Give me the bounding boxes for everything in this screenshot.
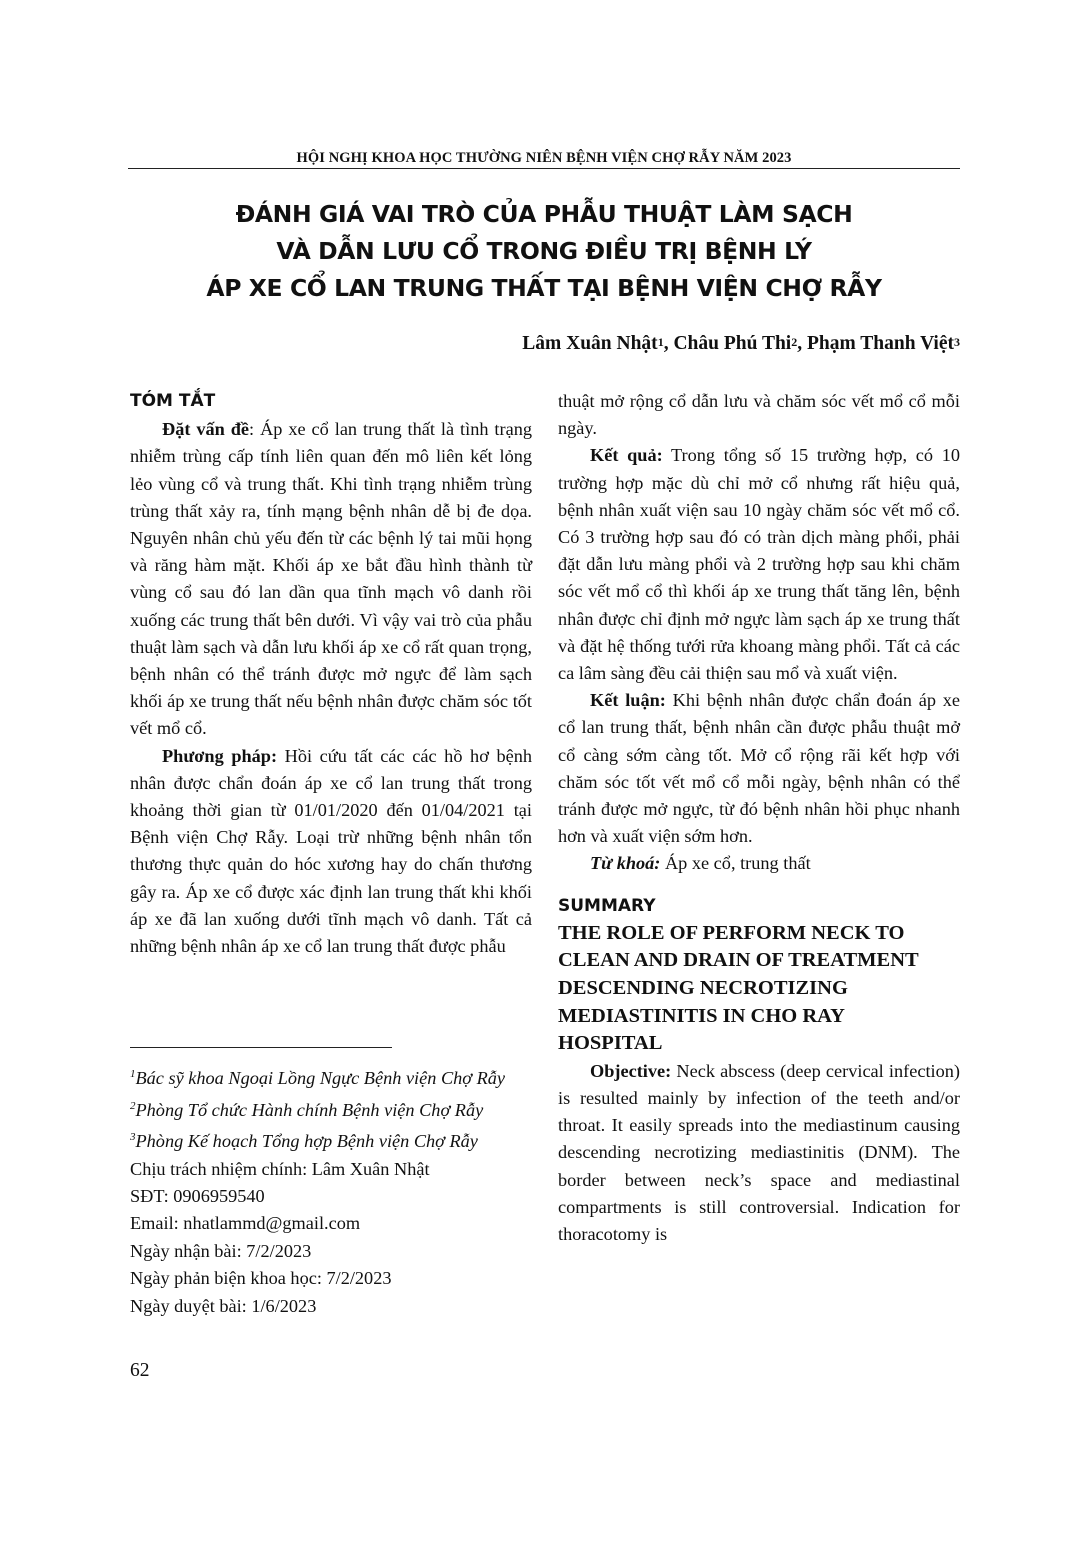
author-list: Lâm Xuân Nhật$^1$, Châu Phú Thi$^2$, Phạm Thanh Việt$^3$ <box>522 333 960 354</box>
label-keywords: Từ khoá: <box>590 853 661 874</box>
left-column <box>130 388 532 960</box>
text-results: Trong tổng số 15 trường hợp, có 10 trường hợp mặc dù chỉ mở cổ nhưng rất hiệu quả, bệnh nhân xuất viện sau 10 ngày chăm sóc vết mổ cổ. Có 3 trường hợp sau đó có tràn dịch màng phổi, phải đặt dẫn lưu màng phổi và 2 trường hợp sau khi chăm sóc vết mổ cổ thì khối áp xe trung thất tăng lên, bệnh nhân được chỉ định mở ngực làm sạch áp xe trung thất và đặt hệ thống tưới rửa khoang màng phổi. Tất cả các ca lâm sàng đều cải thiện sau mổ và xuất viện. <box>558 445 960 684</box>
title-line: VÀ DẪN LƯU CỔ TRONG ĐIỀU TRỊ BỆNH LÝ <box>276 237 812 265</box>
summary-title-line: DESCENDING NECROTIZING <box>558 977 848 1000</box>
footnote-mark: 1 <box>130 1068 136 1080</box>
footnote-mark: 3 <box>130 1131 136 1143</box>
section-heading-tom-tat: TÓM TẮT <box>130 391 216 411</box>
label-results: Kết quả: <box>590 445 663 466</box>
summary-title-line: HOSPITAL <box>558 1032 663 1055</box>
date-approved: Ngày duyệt bài: 1/6/2023 <box>130 1295 317 1316</box>
article-title <box>128 196 960 307</box>
author-affiliation-mark: 2 <box>791 335 798 349</box>
author-name: Phạm Thanh Việt <box>806 333 954 354</box>
title-line: ÁP XE CỔ LAN TRUNG THẤT TẠI BỆNH VIỆN CHỢ RẪY <box>206 274 882 302</box>
running-header: HỘI NGHỊ KHOA HỌC THƯỜNG NIÊN BỆNH VIỆN CHỢ RẪY NĂM 2023 <box>296 150 792 166</box>
footnotes <box>130 1061 532 1320</box>
abstract-background <box>130 416 532 742</box>
footnote-text: Phòng Tổ chức Hành chính Bệnh viện Chợ Rẫy <box>135 1099 484 1120</box>
author-name: Lâm Xuân Nhật <box>522 333 658 354</box>
section-heading-summary: SUMMARY <box>558 895 656 916</box>
author-name: Châu Phú Thi <box>673 333 792 354</box>
page-number: 62 <box>130 1360 150 1381</box>
title-line: ĐÁNH GIÁ VAI TRÒ CỦA PHẪU THUẬT LÀM SẠCH <box>235 200 853 228</box>
abstract-conclusion <box>558 687 960 850</box>
header-rule <box>128 168 960 169</box>
summary-title-line: THE ROLE OF PERFORM NECK TO <box>558 921 905 944</box>
text-keywords: Áp xe cổ, trung thất <box>660 853 811 874</box>
text-methods: Hồi cứu tất các các hồ hơ bệnh nhân được chẩn đoán áp xe cổ lan trung thất trong khoảng thời gian từ 01/01/2020 đến 01/04/2021 tại Bệnh viện Chợ Rẫy. Loại trừ những bệnh nhân tổn thương thực quản do hóc xương hay do chấn thương gây ra. Áp xe cổ được xác định lan trung thất khi khối áp xe đã lan xuống dưới tĩnh mạch vô danh. Tất cả những bệnh nhân áp xe cổ lan trung thất được phẫu <box>130 745 532 957</box>
text-objective: Neck abscess (deep cervical infection) is resulted mainly by infection of the teeth and/or throat. It easily spreads into the mediastinum causing descending necrotizing mediastinitis (DNM). The border between neck’s space and mediastinal compartments is still controversial. Indication for thoracotomy is <box>558 1060 960 1245</box>
summary-title-line: MEDIASTINITIS IN CHO RAY <box>558 1004 845 1027</box>
responsible-author: Chịu trách nhiệm chính: Lâm Xuân Nhật <box>130 1158 430 1179</box>
label-objective: Objective: <box>590 1060 672 1081</box>
author-affiliation-mark: 3 <box>954 335 960 349</box>
keywords <box>558 850 960 877</box>
date-reviewed: Ngày phản biện khoa học: 7/2/2023 <box>130 1268 392 1289</box>
footnote-affiliation-2 <box>130 1093 532 1125</box>
summary-objective <box>558 1058 960 1248</box>
abstract-methods-continued: thuật mở rộng cổ dẫn lưu và chăm sóc vết mổ cổ mỗi ngày. <box>558 391 960 439</box>
text-background: : Áp xe cổ lan trung thất là tình trạng nhiễm trùng cấp tính liên quan đến mô liên kết lỏng lẻo vùng cổ và trung thất. Khi tình trạng nhiễm trùng trùng thất xảy ra, tính mạng bệnh nhân dễ bị đe dọa. Nguyên nhân chủ yếu đến từ các bệnh lý tai mũi họng và răng hàm mặt. Khối áp xe bắt đầu hình thành từ vùng cổ sau đó lan dần qua tĩnh mạch vô danh rồi xuống các trung thất bên dưới. Vì vậy vai trò của phẫu thuật làm sạch và dẫn lưu khối áp xe cổ rất quan trọng, bệnh nhân có thể tránh được mở ngực để làm sạch khối áp xe trung thất nếu bệnh nhân được chăm sóc tốt vết mổ cổ. <box>130 419 532 739</box>
label-conclusion: Kết luận: <box>590 690 666 711</box>
summary-title <box>558 920 960 1058</box>
summary-title-line: CLEAN AND DRAIN OF TREATMENT <box>558 949 919 972</box>
label-methods: Phương pháp: <box>162 745 278 766</box>
abstract-methods <box>130 743 532 961</box>
author-affiliation-mark: 1 <box>657 335 664 349</box>
footnote-affiliation-1 <box>130 1061 532 1093</box>
label-background: Đặt vấn đề <box>162 419 250 440</box>
footnote-mark: 2 <box>130 1099 136 1112</box>
phone-number: SĐT: 0906959540 <box>130 1185 265 1206</box>
footnote-text: Phòng Kế hoạch Tổng hợp Bệnh viện Chợ Rẫy <box>135 1131 478 1152</box>
date-received: Ngày nhận bài: 7/2/2023 <box>130 1240 312 1261</box>
footnote-rule <box>130 1047 392 1048</box>
abstract-results <box>558 442 960 687</box>
footnote-text: Bác sỹ khoa Ngoại Lồng Ngực Bệnh viện Chợ Rẫy <box>135 1068 506 1089</box>
footnote-affiliation-3 <box>130 1124 532 1156</box>
email-address: Email: nhatlammd@gmail.com <box>130 1213 361 1234</box>
right-column <box>558 388 960 1248</box>
text-conclusion: Khi bệnh nhân được chẩn đoán áp xe cổ lan trung thất, bệnh nhân cần được phẫu thuật mở cổ càng sớm càng tốt. Mở cổ rộng rãi kết hợp với chăm sóc tốt vết mổ cổ mỗi ngày, bệnh nhân có thể tránh được mở ngực, từ đó bệnh nhân hồi phục nhanh hơn và xuất viện sớm hơn. <box>558 690 960 847</box>
